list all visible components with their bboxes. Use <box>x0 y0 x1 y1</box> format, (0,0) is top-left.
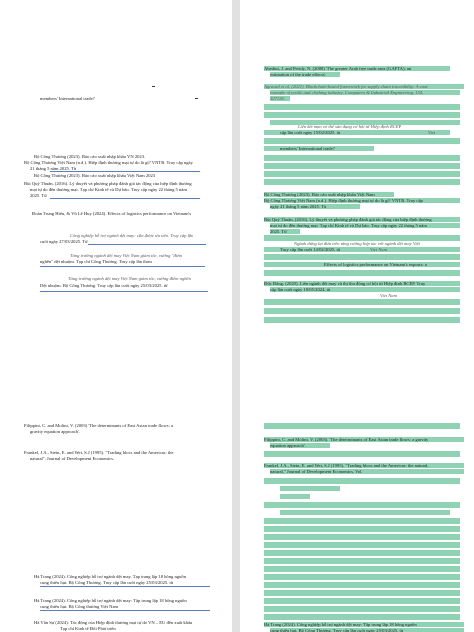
link-underline <box>50 198 200 199</box>
text-line: Bộ Công Thương (2023). Báo cáo xuất nhập khẩu Việt Nam 2023 <box>34 173 156 178</box>
text-highlight <box>264 606 460 612</box>
text-line: Liên kết mạo vỏ thế sản dụng cơ hội từ Hiệp định RCEP <box>298 124 402 129</box>
text-line: nghẽn" dệt nhuộm. Tạp chí Công Thương. Truy cập lần thrm <box>40 259 152 264</box>
text-line: Effects of logistics performance on Vietnam's exports: a <box>324 262 427 267</box>
text-line: gravity equation approach'. <box>30 429 80 434</box>
text-highlight <box>280 494 310 499</box>
text-line: Hà Trang (2024). Công nghiệp hỗ trợ ngành dệt may: Tập trung lập 18 hồng nguồn <box>34 598 187 603</box>
text-highlight <box>264 104 460 110</box>
text-highlight <box>264 179 460 185</box>
text-line: Frankel, J.A., Stein, E. and Wei, S.J (1995). "Trading blocs and the Americas: the <box>24 450 174 455</box>
link-underline <box>40 291 208 292</box>
text-line: natural," Journal of Development Economics, Vol. <box>270 469 363 474</box>
text-highlight <box>264 478 460 484</box>
text-highlight <box>264 582 460 588</box>
text-line: cập lần cuối ngày 10/05/2024, từ <box>270 287 331 292</box>
text-highlight <box>264 138 460 144</box>
text-line: 107130. <box>270 96 285 101</box>
text-line: Tăng trưởng ngành dệt may Việt Nam giảm tốc, vướng "điểm <box>70 253 183 258</box>
text-line: example of textile and clothing industry. Computers & Industrial Engineering, 154, <box>270 90 424 95</box>
text-line: Dệt nhuộm. Bộ Công Thương. Truy cập lần cuối ngày 25/03/2025. từ <box>40 283 168 288</box>
text-line: natural", Journal of Development Economics. <box>30 456 115 461</box>
text-highlight <box>264 526 460 532</box>
text-line: Viet Nam <box>370 247 387 252</box>
text-line: Tạp chí Kinh tế Đối Phát triển <box>60 626 116 631</box>
text-highlight <box>280 510 450 515</box>
text-highlight <box>264 423 460 429</box>
text-highlight <box>264 112 460 118</box>
document-page-right <box>240 0 474 632</box>
text-highlight <box>264 299 460 305</box>
text-highlight <box>264 542 460 548</box>
text-line: Hà Trang (2024). Công nghiệp hỗ trợ ngành dệt may. Tạp trang lập 18 hồng nguồn <box>34 574 186 579</box>
text-line: Frankel, J.A., Stein, E. and Wei, S.J (1995). "Trading blocs and the Americas: the natural, <box>264 463 429 468</box>
text-line: cung thiếu hụt. Bộ Công Thương. Truy cập lần cuối ngày 25/03/2025. từ <box>270 628 404 632</box>
link-underline <box>88 244 206 245</box>
text-line: Đức Đăng. (2020). Liên ngành dệt may và thị thu động cơ hội từ Hiệp định RCEP. Truy <box>264 281 426 286</box>
text-line: mại tự do đến thương mại. Tạp chí Kinh tế và Dự báo. Truy cập ngày 22 tháng 5 năm <box>30 187 187 192</box>
document-page-left <box>0 0 232 632</box>
text-highlight <box>264 590 460 596</box>
text-line: Agrawal et al. (2021). Blockchain-based framework for supply chain traceability: A case <box>264 84 428 89</box>
text-line: Ngành dừng lại đưa trên tăng cường hợp tác với ngành dệt may Việt <box>294 241 420 246</box>
text-highlight <box>264 518 460 524</box>
text-line: Bộ Công Thương Việt Nam (n.d.). Hiệp định thương mại tự do là gì? VNTR. Truy cập <box>264 198 423 203</box>
text-highlight <box>264 614 460 620</box>
text-line: Bộ Công Thương Việt Nam (n.d.). Hiệp định thương mại tự do là gì? VNTR. Truy cập ngày <box>24 160 193 165</box>
text-highlight <box>264 270 460 276</box>
text-highlight <box>264 598 460 604</box>
text-line: estimation of the trade effects'. <box>270 72 327 77</box>
text-line: Hà Trang (2024). Công nghiệp hỗ trợ ngành dệt may: Tập trung lập 18 hồng nguồn <box>264 622 417 627</box>
link-underline <box>40 586 210 587</box>
text-line: Bùi Quý Thuấn, (2016). Lý thuyết và phương pháp đánh giá tác động của hiệp định thương <box>264 217 432 222</box>
text-line: Bộ Công Thương (2023). Báo cáo xuất nhập khẩu Việt Nam <box>264 192 375 197</box>
text-line: members' International trade? <box>280 146 335 151</box>
stray-mark <box>195 98 198 99</box>
text-highlight <box>264 574 460 580</box>
text-line: Filippini, C. and Molini, V. (2003). 'The determinants of East Asian trade flows: a gravity <box>264 437 429 442</box>
link-underline <box>50 171 200 172</box>
text-line: ngày 21 tháng 5 năm 2025. Từ <box>270 204 327 209</box>
text-line: cung thiếu hụt. Bộ Công Thương. Truy cập lần cuối ngày 25/03/2025. từ <box>40 580 174 585</box>
text-line: 2025. Từ <box>30 193 47 198</box>
link-underline <box>40 266 205 267</box>
text-line: Abedini, J. and Peridy, N. (2008) 'The greater Arab free trade area (GAFTA): an <box>264 66 412 71</box>
text-line: Truy cập lần cuối 14/02/2025, từ <box>280 247 341 252</box>
text-highlight <box>280 486 340 491</box>
text-highlight <box>264 171 460 177</box>
text-line: Viet Nam <box>380 293 397 298</box>
text-line: Hà Vân Sự (2024). Tác động của Hiệp định thương mại tự do VN – EU đến xuất khẩu <box>34 620 193 625</box>
stray-mark <box>152 86 155 87</box>
text-line: Bộ Công Thương (2023). Báo cáo xuất nhập khẩu VN 2023. <box>34 154 146 159</box>
page-gap <box>232 0 240 632</box>
text-line: members' International trade? <box>40 96 95 101</box>
text-line: Viet <box>428 130 436 135</box>
text-line: Công nghiệp hỗ trợ ngành dệt may: cần được ưu tiên. Truy cập lần <box>70 233 194 238</box>
text-highlight <box>264 550 460 556</box>
text-highlight <box>264 308 460 314</box>
text-line: cập lần cuối ngày 15/02/2025. từ <box>280 130 341 135</box>
text-highlight <box>264 163 460 169</box>
text-line: Bùi Quý Thuấn, (2016). Lý thuyết và phương pháp đánh giá tác động của hiệp định thương <box>24 181 192 186</box>
text-highlight <box>264 558 460 564</box>
text-line: cung thiếu hụt. Bộ Công thương Việt Nam <box>40 604 119 609</box>
text-highlight <box>264 534 460 540</box>
text-line: 2025. Từ <box>270 229 287 234</box>
text-line: Filippini, C. and Molini, V. (2003) 'The determinants of East Asian trade flows: a <box>24 423 174 428</box>
text-highlight <box>264 317 460 323</box>
text-highlight <box>264 451 460 457</box>
text-highlight <box>264 254 460 260</box>
text-highlight <box>264 502 460 508</box>
text-line: cuối ngày 27/03/2025. Từ <box>40 239 88 244</box>
link-underline <box>40 610 210 611</box>
text-line: Tăng trưởng ngành dệt may Việt Nam giảm tốc, vướng điểm nghẽn <box>68 276 191 281</box>
text-highlight <box>264 566 460 572</box>
text-line: mại tự do đến thương mại. Tạp chí Kinh tế và Dự báo. Truy cập ngày 22 tháng 5 năm <box>270 223 427 228</box>
text-line: equation approach'. <box>270 443 306 448</box>
text-line: Đoàn Trung Hiếu, & Vũ Lê Huy (2024). Effects of logistics performance on Vietnam's <box>32 211 192 216</box>
text-line: 21 tháng 5 năm 2025. Từ <box>30 166 77 171</box>
text-highlight <box>264 155 460 161</box>
